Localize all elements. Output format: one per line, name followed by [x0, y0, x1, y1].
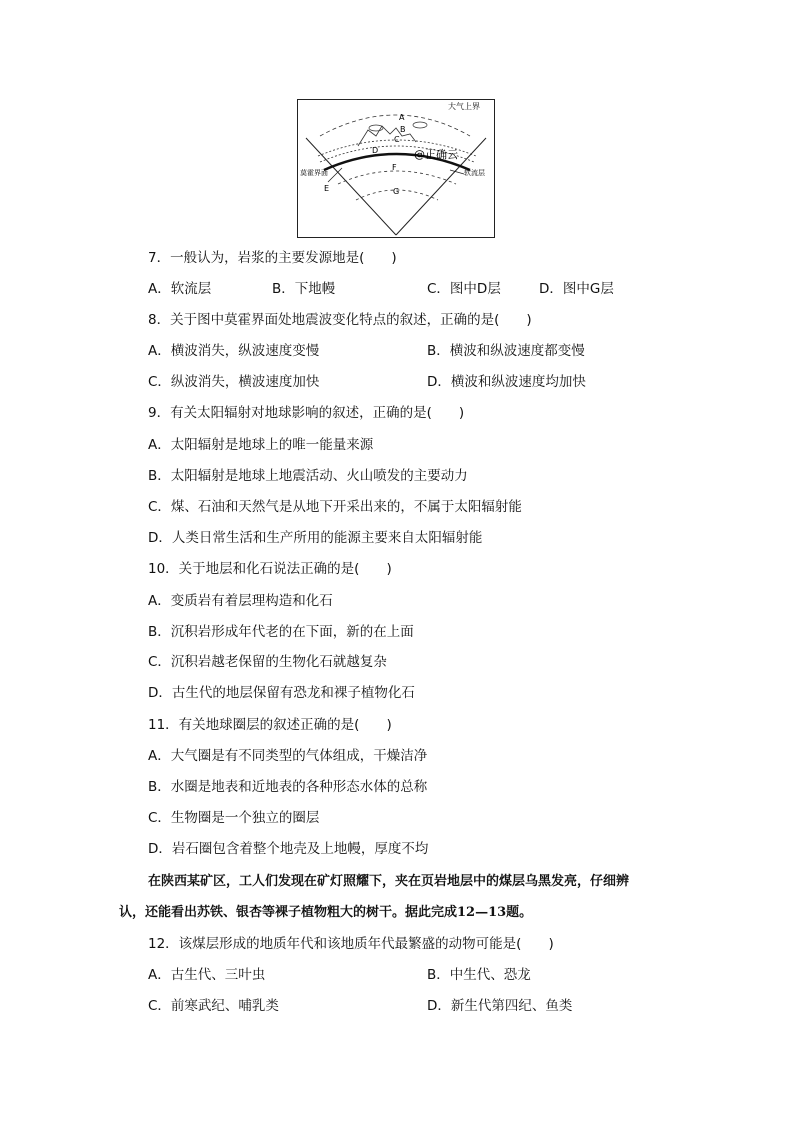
label-atmosphere-top: 大气上界 [448, 102, 480, 111]
q10-option-b[interactable]: B．沉积岩形成年代老的在下面，新的在上面 [148, 624, 414, 640]
question-7-stem: 7．一般认为，岩浆的主要发源地是( ) [148, 250, 397, 266]
q12-option-c[interactable]: C．前寒武纪、哺乳类 [148, 998, 279, 1014]
q9-option-a[interactable]: A．太阳辐射是地球上的唯一能量来源 [148, 437, 374, 453]
q10-option-a[interactable]: A．变质岩有着层理构造和化石 [148, 593, 333, 609]
q12-option-b[interactable]: B．中生代、恐龙 [427, 967, 531, 983]
question-12-stem: 12．该煤层形成的地质年代和该地质年代最繁盛的动物可能是( ) [148, 936, 554, 952]
q11-option-d[interactable]: D．岩石圈包含着整个地壳及上地幔，厚度不均 [148, 841, 429, 857]
q11-option-a[interactable]: A．大气圈是有不同类型的气体组成，干燥洁净 [148, 748, 428, 764]
q8-option-d[interactable]: D．横波和纵波速度均加快 [427, 374, 586, 390]
q11-option-b[interactable]: B．水圈是地表和近地表的各种形态水体的总称 [148, 779, 428, 795]
q7-option-a[interactable]: A．软流层 [148, 281, 212, 297]
q7-option-b[interactable]: B．下地幔 [272, 281, 336, 297]
passage-line-2: 认，还能看出苏铁、银杏等裸子植物粗大的树干。据此完成12—13题。 [119, 905, 533, 920]
question-10-stem: 10．关于地层和化石说法正确的是( ) [148, 561, 392, 577]
q9-option-d[interactable]: D．人类日常生活和生产所用的能源主要来自太阳辐射能 [148, 530, 483, 546]
label-moho: 莫霍界面 [300, 169, 328, 177]
q11-option-c[interactable]: C．生物圈是一个独立的圈层 [148, 810, 320, 826]
label-g: G [393, 187, 400, 196]
passage-line-1: 在陕西某矿区，工人们发现在矿灯照耀下，夹在页岩地层中的煤层乌黑发亮，仔细辨 [148, 874, 630, 889]
label-d: D [372, 146, 379, 155]
question-11-stem: 11．有关地球圈层的叙述正确的是( ) [148, 717, 392, 733]
label-a: A [399, 113, 405, 122]
q8-option-a[interactable]: A．横波消失，纵波速度变慢 [148, 343, 320, 359]
q12-option-a[interactable]: A．古生代、三叶虫 [148, 967, 266, 983]
earth-structure-diagram [297, 99, 495, 238]
question-8-stem: 8．关于图中莫霍界面处地震波变化特点的叙述，正确的是( ) [148, 312, 532, 328]
watermark-label: @正确云 [414, 148, 458, 161]
q8-option-c[interactable]: C．纵波消失，横波速度加快 [148, 374, 320, 390]
q7-option-d[interactable]: D．图中G层 [539, 281, 614, 297]
q9-option-c[interactable]: C．煤、石油和天然气是从地下开采出来的，不属于太阳辐射能 [148, 499, 522, 515]
q10-option-d[interactable]: D．古生代的地层保留有恐龙和裸子植物化石 [148, 685, 415, 701]
earth-structure-svg [298, 100, 496, 239]
label-c: C [394, 135, 400, 144]
q9-option-b[interactable]: B．太阳辐射是地球上地震活动、火山喷发的主要动力 [148, 468, 468, 484]
label-b: B [400, 125, 406, 134]
q8-option-b[interactable]: B．横波和纵波速度都变慢 [427, 343, 585, 359]
q7-option-c[interactable]: C．图中D层 [427, 281, 501, 297]
question-9-stem: 9．有关太阳辐射对地球影响的叙述，正确的是( ) [148, 405, 465, 421]
label-asthenosphere: 软流层 [464, 169, 485, 177]
label-f: F [392, 163, 397, 172]
q12-option-d[interactable]: D．新生代第四纪、鱼类 [427, 998, 573, 1014]
q10-option-c[interactable]: C．沉积岩越老保留的生物化石就越复杂 [148, 654, 387, 670]
label-e: E [324, 184, 330, 193]
